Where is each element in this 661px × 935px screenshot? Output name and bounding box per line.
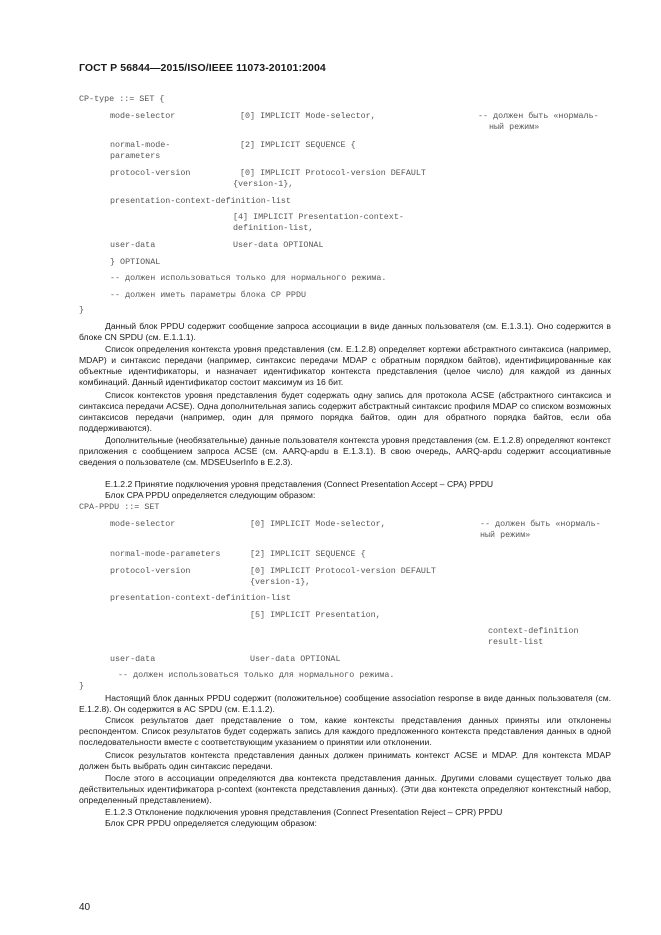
page-number: 40 (79, 902, 91, 913)
code-field-type: [5] IMPLICIT Presentation, (250, 610, 381, 620)
intro-line: Блок CPR PPDU определяется следующим образом: (105, 818, 317, 828)
document-header: ГОСТ Р 56844—2015/ISO/IEEE 11073-20101:2004 (79, 62, 326, 74)
code-field-name: presentation-context-definition-list (110, 196, 291, 206)
body-paragraph: Настоящий блок данных PPDU содержит (положительное) сообщение association response в виде данных пользователя (см. E.1.2.8). Он содержится в AC SPDU (см. E.1.1.2). (79, 693, 611, 715)
code-field-type: [4] IMPLICIT Presentation-context- (233, 212, 404, 222)
code-field-type: context-definition (488, 626, 579, 636)
code-field-name: mode-selector (110, 519, 176, 529)
code-field-name: parameters (110, 151, 161, 161)
code-field-type: [0] IMPLICIT Mode-selector, (250, 519, 386, 529)
code-comment: -- должен быть «нормаль- (480, 519, 601, 529)
body-paragraph: После этого в ассоциации определяются два контекста представления данных. Другими словами существует только два действительных идентификатора p-context (контекста представления данных). (Эти два контекста определяют контекстный набор, определенный представлением). (79, 773, 611, 806)
code-field-type: User-data OPTIONAL (233, 240, 324, 250)
intro-line: Блок CPA PPDU определяется следующим образом: (105, 490, 316, 500)
code-field-type: [0] IMPLICIT Protocol-version DEFAULT (250, 566, 436, 576)
code-field-type: [2] IMPLICIT SEQUENCE { (240, 140, 356, 150)
code-line: } (79, 305, 85, 315)
code-line: CPA-PPDU ::= SET (79, 502, 160, 512)
code-field-name: presentation-context-definition-list (110, 593, 291, 603)
body-paragraph: Список контекстов уровня представления будет содержать одну запись для протокола ACSE (абстрактного синтаксиса и синтаксиса передачи ACSE). Одна дополнительная запись содержит абстрактный синтаксис профиля MDAP со списком возможных синтаксисов передачи (например, один для прямого порядка байтов, один для обратного порядка байтов, если оба поддерживаются). (79, 390, 611, 434)
code-field-type: result-list (488, 637, 544, 647)
body-paragraph: Список определения контекста уровня представления (см. E.1.2.8) определяет кортежи абстрактного синтаксиса (например, MDAP) и синтаксис передачи (например, синтаксис передачи MDAP с обратным порядком байтов), идентифицированные как объектные идентификаторы, и назначает идентификатор контекста представления (целое число) для каждой из данных комбинаций. Данный идентификатор состоит максимум из 16 бит. (79, 344, 611, 388)
code-field-name: normal-mode-parameters (110, 549, 221, 559)
body-paragraph: Список результатов контекста представления данных должен принимать контекст ACSE и MDAP. Для контекста MDAP должен быть выбрать один синтаксис передачи. (79, 750, 611, 772)
code-comment: -- должен иметь параметры блока CP PPDU (110, 290, 307, 300)
code-field-type: {version-1}, (250, 577, 311, 587)
code-field-type: [0] IMPLICIT Mode-selector, (240, 111, 376, 121)
code-field-type: {version-1}, (233, 179, 294, 189)
code-comment: -- должен быть «нормаль- (478, 111, 599, 121)
code-field-name: mode-selector (110, 111, 176, 121)
code-field-name: protocol-version (110, 566, 191, 576)
body-paragraph: Список результатов дает представление о том, какие контексты представления данных приняты или отклонены респондентом. Список результатов будет содержать запись для каждого предложенного контекста представления данных в одной последовательности вместе с соответствующим указанием о принятии или отклонении. (79, 715, 611, 748)
code-comment: -- должен использоваться только для нормального режима. (110, 273, 387, 283)
body-paragraph: Данный блок PPDU содержит сообщение запроса ассоциации в виде данных пользователя (см. E.1.3.1). Оно содержится в блоке CN SPDU (см. E.1.1.1). (79, 321, 611, 343)
code-field-name: normal-mode- (110, 140, 171, 150)
code-comment: ный режим» (480, 530, 531, 540)
code-comment: -- должен использоваться только для нормального режима. (118, 670, 395, 680)
code-field-type: User-data OPTIONAL (250, 654, 341, 664)
code-field-name: protocol-version (110, 168, 191, 178)
section-heading: E.1.2.2 Принятие подключения уровня представления (Connect Presentation Accept – CPA) PPDU (105, 479, 494, 489)
code-line: CP-type ::= SET { (79, 94, 165, 104)
code-field-type: [0] IMPLICIT Protocol-version DEFAULT (240, 168, 426, 178)
code-field-name: user-data (110, 654, 156, 664)
code-comment: ный режим» (489, 122, 540, 132)
section-heading: E.1.2.3 Отклонение подключения уровня представления (Connect Presentation Reject – CPR) PPDU (105, 807, 503, 817)
code-field-name: user-data (110, 240, 156, 250)
code-line: } OPTIONAL (110, 257, 161, 267)
code-field-type: definition-list, (233, 223, 314, 233)
code-field-type: [2] IMPLICIT SEQUENCE { (250, 549, 366, 559)
code-line: } (79, 681, 85, 691)
body-paragraph: Дополнительные (необязательные) данные пользователя контекста уровня представления (см. E.1.2.8) определяют контекст приложения с сообщением запроса ACSE (см. AARQ-apdu в E.1.3.1). В свою очередь, AARQ-apdu содержит ассоциативные сведения о пользователе (см. MDSEUserInfo в E.2.3). (79, 435, 611, 468)
